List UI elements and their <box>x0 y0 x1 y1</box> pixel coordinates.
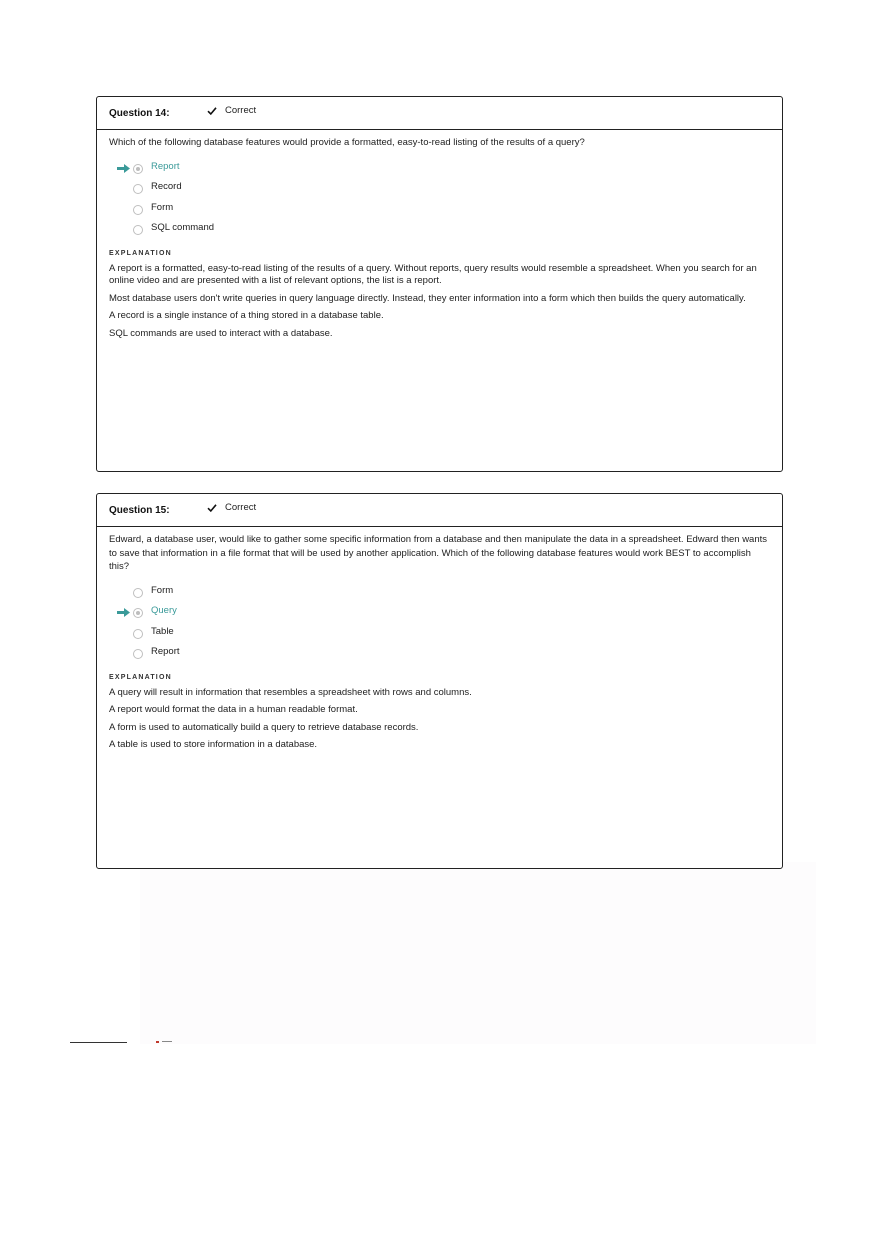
answer-option-table[interactable] <box>109 623 770 644</box>
status-label: Correct <box>225 105 257 116</box>
option-label: Form <box>151 201 174 213</box>
radio-icon[interactable] <box>133 184 143 194</box>
check-icon <box>207 106 217 116</box>
check-icon <box>207 503 217 513</box>
explanation-line: SQL commands are used to interact with a database. <box>109 327 333 339</box>
status-badge <box>207 105 256 116</box>
status-label: Correct <box>225 502 257 513</box>
option-label: Form <box>151 584 174 596</box>
option-label: Query <box>151 605 177 616</box>
question-title: Question 15: <box>109 505 170 516</box>
explanation-heading: EXPLANATION <box>109 673 172 681</box>
option-label: Report <box>151 160 180 172</box>
answer-options <box>109 582 770 664</box>
radio-icon[interactable] <box>133 649 143 659</box>
answer-option-query[interactable] <box>109 602 770 623</box>
option-label: Report <box>151 646 180 657</box>
radio-icon[interactable] <box>133 225 143 235</box>
answer-option-record[interactable] <box>109 178 770 199</box>
option-label: Table <box>151 625 174 637</box>
explanation-line: A query will result in information that resembles a spreadsheet with rows and columns. <box>109 686 472 698</box>
radio-icon[interactable] <box>133 608 143 618</box>
explanation-line: A report is a formatted, easy-to-read listing of the results of a query. Without reports, query results would resemble a spreadsheet. When you search for an online video and are presented with a list of relevant options, the list is a report. <box>109 262 757 286</box>
option-label: Record <box>151 181 182 192</box>
answer-option-report[interactable] <box>109 643 770 664</box>
explanation-line: A report would format the data in a human readable format. <box>109 704 358 715</box>
radio-icon[interactable] <box>133 629 143 639</box>
radio-icon[interactable] <box>133 205 143 215</box>
question-header <box>97 97 782 130</box>
answer-option-form[interactable] <box>109 199 770 220</box>
answer-options <box>109 158 770 240</box>
page-background-panel <box>140 862 816 1044</box>
footer-divider <box>70 1042 127 1043</box>
question-card-15 <box>96 493 783 869</box>
option-label: SQL command <box>151 222 215 233</box>
explanation-line: A record is a single instance of a thing stored in a database table. <box>109 310 384 321</box>
explanation-line: A form is used to automatically build a query to retrieve database records. <box>109 721 419 733</box>
radio-icon[interactable] <box>133 164 143 174</box>
arrow-right-icon <box>117 608 130 617</box>
explanation-heading: EXPLANATION <box>109 249 172 257</box>
status-badge <box>207 502 256 513</box>
question-card-14 <box>96 96 783 472</box>
explanation-line: Most database users don't write queries in query language directly. Instead, they enter information into a form which then builds the query automatically. <box>109 292 746 304</box>
answer-option-report[interactable] <box>109 158 770 179</box>
answer-option-form[interactable] <box>109 582 770 603</box>
question-title: Question 14: <box>109 108 170 119</box>
radio-icon[interactable] <box>133 588 143 598</box>
explanation-line: A table is used to store information in a database. <box>109 739 318 750</box>
question-text: Which of the following database features would provide a formatted, easy-to-read listing of the results of a query? <box>109 137 585 148</box>
answer-option-sql-command[interactable] <box>109 219 770 240</box>
question-header <box>97 494 782 527</box>
footer-mark <box>156 1040 174 1044</box>
question-text: Edward, a database user, would like to gather some specific information from a database and then manipulate the data in a spreadsheet. Edward then wants to save that information in a file format that will be used by another application. Which of the following database features would work BEST to accomplish this? <box>109 534 768 572</box>
arrow-right-icon <box>117 164 130 173</box>
